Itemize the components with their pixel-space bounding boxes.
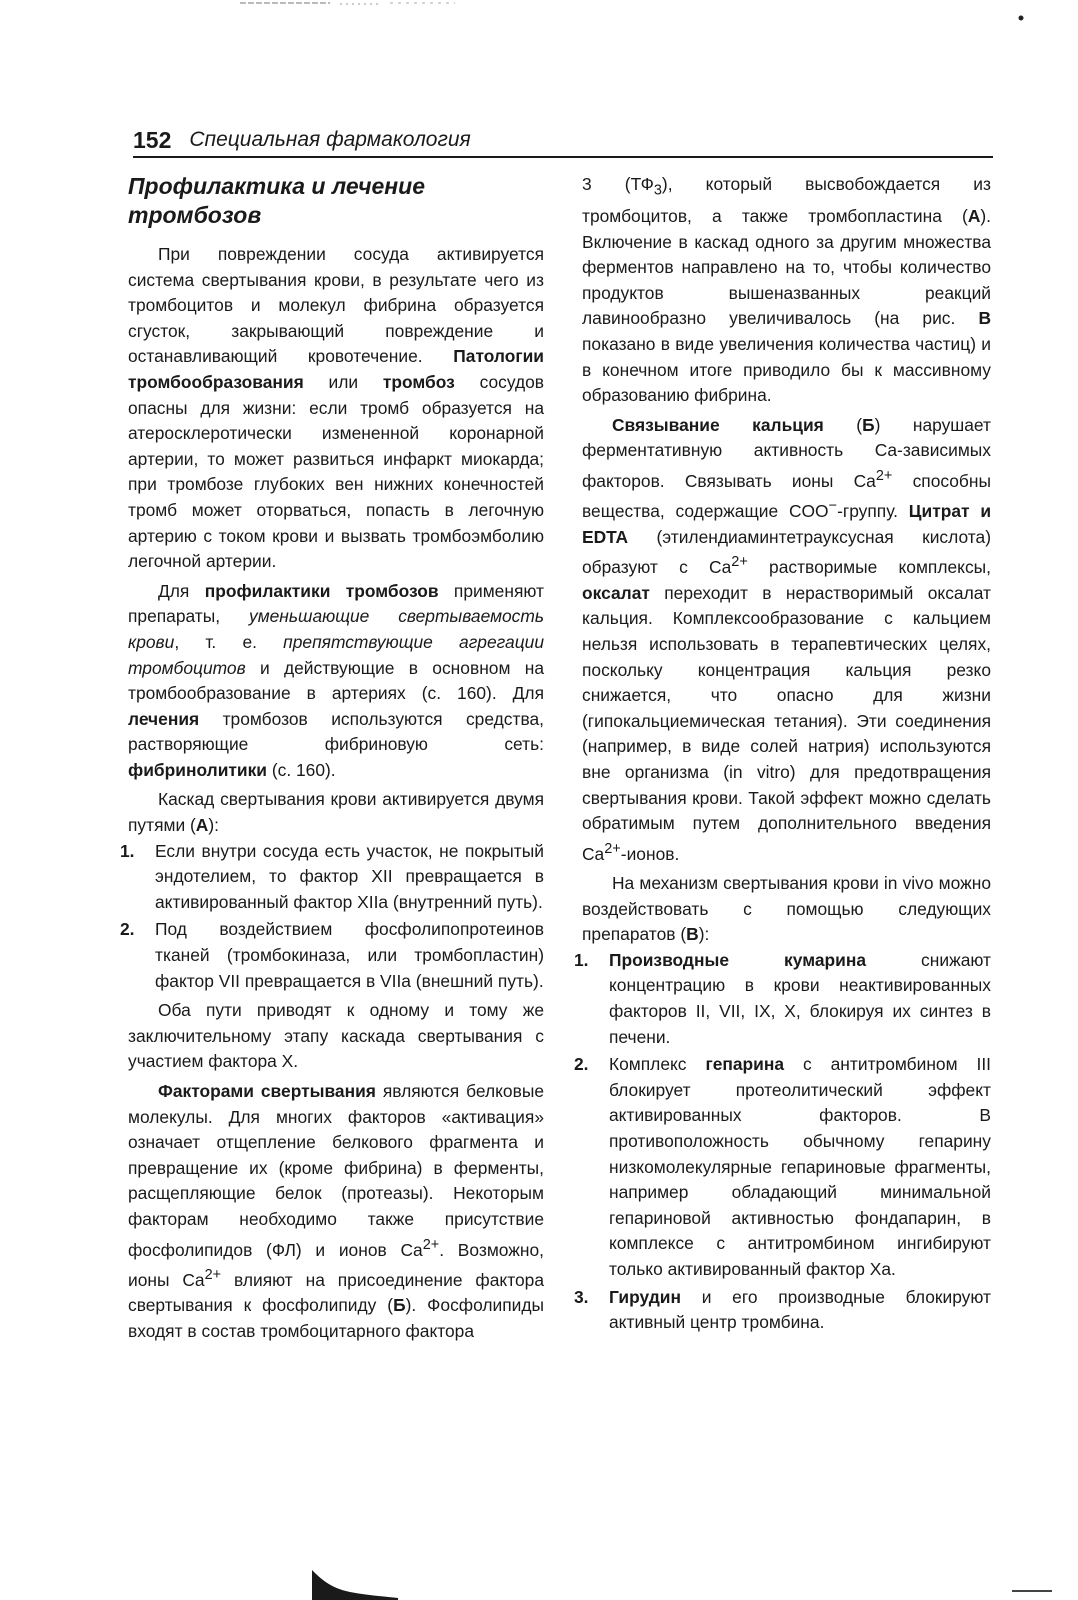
- drug-list: [574, 948, 992, 1336]
- scan-artifact-top: [240, 0, 460, 8]
- paragraph-common-pathway: Оба пути приводят к одному и тому же заключительному этапу каскада свертывания с участием фактора X.: [128, 1000, 544, 1072]
- page-header: [133, 124, 993, 158]
- paragraph-continuation: 3 $(ТФ_3)$, который высвобождается из тромбоцитов, а также тромбопластина (А). Включение в каскад одного за другим множества ферментов направлено на то, чтобы количество продуктов вышеназванных реакций лавинообразно увеличивалось (на рис. В показано в виде увеличения количества частиц) и в конечном итоге приводило бы к массивному образованию фибрина.: [582, 174, 991, 406]
- scan-smudge-bottom: [310, 1566, 400, 1600]
- list-item: 2. Комплекс гепарина с антитромбином III блокирует протеолитический эффект активированных факторов. В противоположность обычному гепарину низкомолекулярные гепариновые фрагменты, например обладающий минимальной гепариновой активностью фондапарин, в комплексе с антитромбином ингибируют только активированный фактор Xa.: [574, 1054, 992, 1279]
- left-column: [120, 172, 545, 1345]
- list-item: 1. Если внутри сосуда есть участок, не покрытый эндотелием, то фактор XII превращается в активированный фактор XIIa (внутренний путь).: [120, 840, 544, 912]
- paragraph-clotting-factors: Факторами свертывания являются белковые молекулы. Для многих факторов «активация» означает отщепление белкового фрагмента и превращение их (кроме фибрина) в ферменты, расщепляющие белок (протеазы). Некоторым факторам необходимо также присутствие фосфолипидов (ФЛ) и ионов $Ca^{2+}$. Возможно, ионы $Ca^{2+}$ влияют на присоединение фактора свертывания к фосфолипиду (Б). Фосфолипиды входят в состав тромбоцитарного фактора: [128, 1081, 545, 1341]
- list-item: 2. Под воздействием фосфолипопротеинов тканей (тромбокиназа, или тромбопластин) фактор VII превращается в VIIa (внешний путь).: [120, 919, 544, 991]
- paragraph-cascade: Каскад свертывания крови активируется двумя путями (А):: [128, 789, 544, 836]
- scan-dot: [1017, 14, 1025, 22]
- right-column: [574, 172, 992, 1338]
- list-item: 1. Производные кумарина снижают концентрацию в крови неактивированных факторов II, VII, IX, X, блокируя их синтез в печени.: [574, 949, 991, 1047]
- section-heading: Профилактика и лечение тромбозов: [128, 173, 426, 228]
- paragraph-intro: При повреждении сосуда активируется система свертывания крови, в результате чего из тромбоцитов и молекул фибрина образуется сгусток, закрывающий повреждение и останавливающий кровотечение. Патологии тромбообразования или тромбоз сосудов опасны для жизни: если тромб образуется на атеросклеротически измененной коронарной артерии, то может развиться инфаркт миокарда; при тромбозе глубоких вен нижних конечностей тромб может оторваться, попасть в легочную артерию с током крови и вызвать тромбоэмболию легочной артерии.: [128, 244, 544, 572]
- list-item: 3. Гирудин и его производные блокируют активный центр тромбина.: [574, 1286, 991, 1333]
- pathway-list: [120, 839, 544, 995]
- paragraph-calcium-binding: Связывание кальция (Б) нарушает ферментативную активность Ca-зависимых факторов. Связывать ионы $Ca^{2+}$ способны вещества, содержащие COO−-группу. Цитрат и EDTA (этилендиаминтетрауксусная кислота) образуют с $Ca^{2+}$ растворимые комплексы, оксалат переходит в нерастворимый оксалат кальция. Комплексообразование с кальцием нельзя использовать в терапевтических целях, поскольку концентрация кальция резко снижается, что опасно для жизни (гипокальциемическая тетания). Эти соединения (например, в виде солей натрия) используются вне организма (in vitro) для предотвращения свертывания крови. Такой эффект можно сделать обратимым путем дополнительного введения $Ca^{2+}$-ионов.: [582, 414, 992, 864]
- paragraph-prophylaxis: Для профилактики тромбозов применяют препараты, уменьшающие свертываемость крови, т. е. препятствующие агрегации тромбоцитов и действующие в основном на тромбообразование в артериях (с. 160). Для лечения тромбозов используются средства, растворяющие фибриновую сеть: фибринолитики (с. 160).: [128, 580, 544, 780]
- scan-mark-bottom-right: [1012, 1588, 1052, 1596]
- page-number: 152: [133, 127, 172, 153]
- running-title: Специальная фармакология: [189, 128, 471, 151]
- paragraph-in-vivo: На механизм свертывания крови in vivo можно воздействовать с помощью следующих препаратов (В):: [582, 873, 991, 945]
